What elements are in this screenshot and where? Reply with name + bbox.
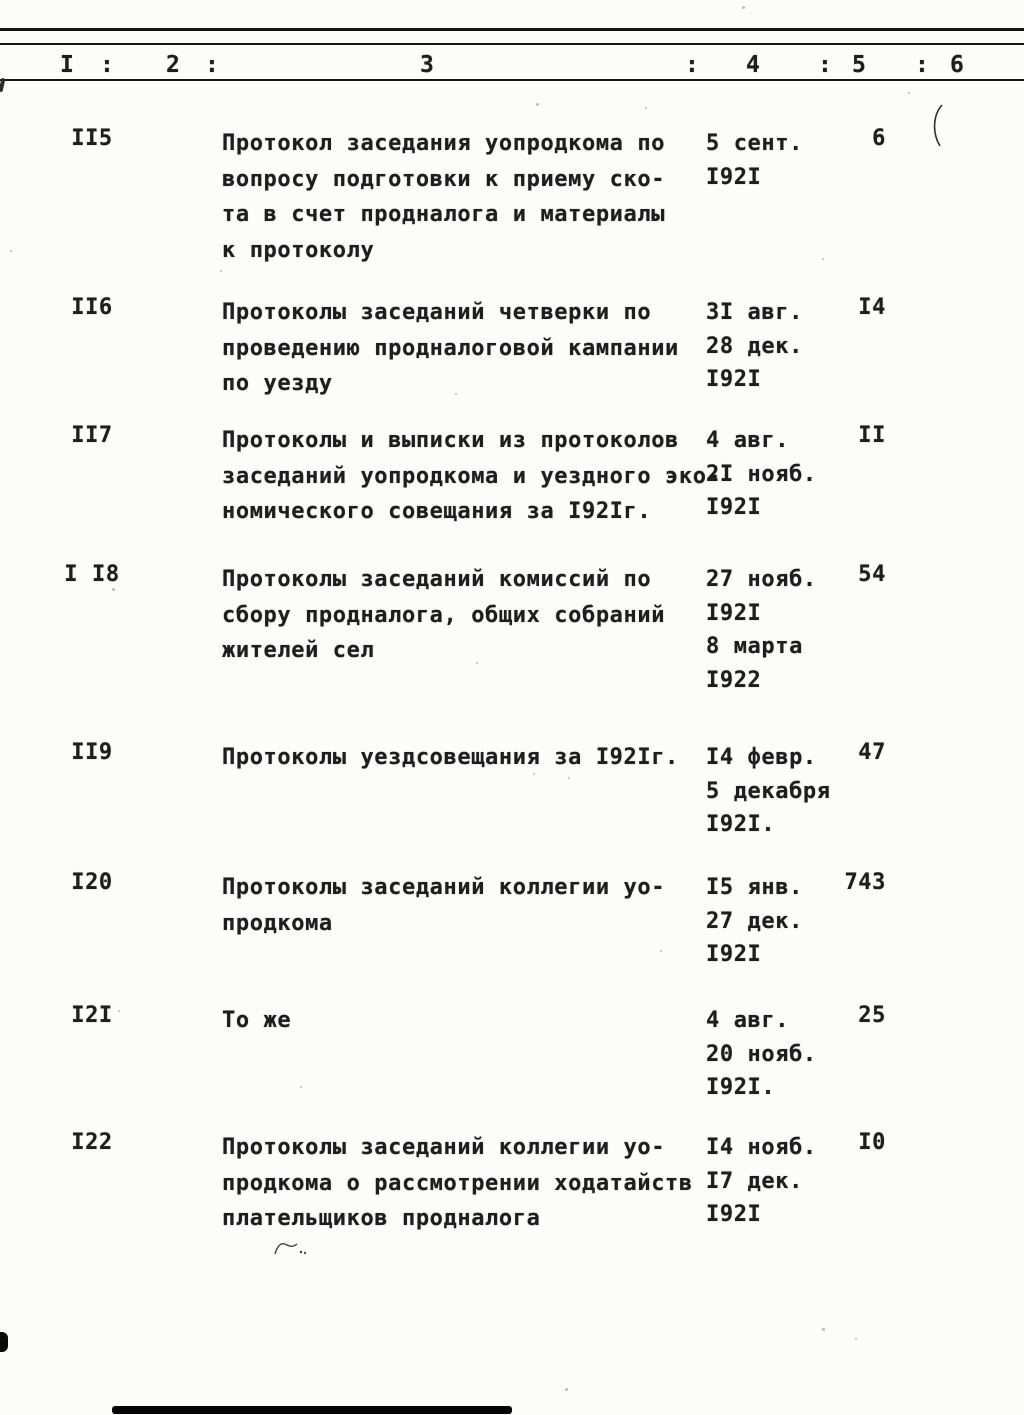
- entry-date-line: I92I: [706, 600, 762, 626]
- entry-title-line: к протоколу: [222, 237, 375, 263]
- entry-title: [222, 1130, 727, 1237]
- ink-smudge-bottom: [112, 1406, 512, 1414]
- noise-dot: [908, 92, 910, 94]
- entry-dates: [706, 127, 838, 194]
- entry-date-line: 3I авг.: [706, 300, 803, 325]
- noise-dot: [476, 662, 478, 664]
- ink-smudge-left: [0, 1332, 8, 1352]
- entry-date-line: I92I: [706, 495, 762, 520]
- entry-sheet-count: 6: [872, 126, 886, 151]
- noise-dot: [855, 1338, 857, 1340]
- entry-number: II5: [71, 126, 113, 151]
- entry-title-line: сбору продналога, общих собраний: [222, 602, 666, 628]
- entry-number: II6: [71, 295, 113, 320]
- noise-dot: [822, 258, 824, 260]
- entry-title: [222, 740, 727, 776]
- entry-sheet-count: 743: [844, 870, 886, 895]
- entry-title-line: То же: [222, 1008, 292, 1033]
- entry-date-line: 4 авг.: [706, 1008, 790, 1033]
- noise-dot: [112, 588, 115, 591]
- noise-dot: [568, 777, 570, 779]
- entry-sheet-count: II: [858, 423, 886, 448]
- entry-date-line: I922: [706, 667, 762, 693]
- entry-title-line: продкома о рассмотрении ходатайств: [222, 1170, 693, 1196]
- column-separator: :: [915, 52, 930, 78]
- entry-number: I I8: [64, 562, 120, 587]
- entry-title-line: та в счет продналога и материалы: [222, 202, 666, 227]
- column-separator: :: [685, 52, 700, 78]
- entry-title: [222, 423, 727, 530]
- noise-dot: [533, 773, 535, 775]
- noise-dot: [455, 393, 457, 395]
- entry-title-line: жителей сел: [222, 638, 375, 663]
- table-header-bottom-rule: [0, 79, 1024, 81]
- entry-title-line: продкома: [222, 910, 333, 936]
- entry-title-line: заседаний уопродкома и уездного эко-: [222, 463, 721, 489]
- entry-sheet-count: I4: [858, 295, 886, 320]
- entry-date-line: I92I.: [706, 1075, 776, 1100]
- squiggle-mark: [270, 1236, 310, 1262]
- entry-dates: [706, 1131, 838, 1232]
- column-header-2: 2: [166, 52, 181, 78]
- entry-dates: [706, 741, 838, 842]
- entry-title: [222, 562, 727, 669]
- noise-dot: [742, 6, 745, 9]
- entry-sheet-count: 54: [858, 562, 886, 587]
- column-separator: :: [100, 52, 115, 78]
- entry-title-line: Протоколы заседаний комиссий по: [222, 567, 652, 592]
- noise-dot: [660, 950, 662, 952]
- noise-dot: [645, 107, 647, 109]
- column-header-1: I: [60, 52, 75, 78]
- entry-date-line: 27 нояб.: [706, 567, 817, 592]
- noise-dot: [822, 1328, 825, 1331]
- noise-dot: [300, 1086, 302, 1088]
- entry-dates: [706, 424, 838, 525]
- entry-dates: [706, 296, 838, 397]
- column-header-5: 5: [852, 52, 867, 78]
- entry-date-line: 5 декабря: [706, 778, 831, 804]
- entry-date-line: 28 дек.: [706, 333, 803, 359]
- entry-number: II7: [71, 423, 113, 448]
- entry-dates: [706, 871, 838, 972]
- entry-date-line: I92I: [706, 1202, 762, 1227]
- entry-sheet-count: 47: [858, 740, 886, 765]
- entry-title: [222, 870, 727, 941]
- entry-title-line: Протоколы уездсовещания за I92Iг.: [222, 745, 679, 770]
- entry-date-line: 27 дек.: [706, 908, 803, 934]
- entry-title-line: Протоколы заседаний четверки по: [222, 300, 652, 325]
- column-header-6: 6: [950, 52, 965, 78]
- entry-date-line: I7 дек.: [706, 1168, 803, 1194]
- entry-date-line: 20 нояб.: [706, 1041, 817, 1067]
- entry-sheet-count: I0: [858, 1130, 886, 1155]
- entry-date-line: I92I: [706, 942, 762, 967]
- noise-dot: [118, 1010, 120, 1012]
- noise-dot: [565, 1388, 568, 1391]
- margin-tick-mark: [0, 78, 5, 93]
- entry-dates: [706, 1004, 838, 1105]
- entry-date-line: I4 нояб.: [706, 1135, 817, 1160]
- entry-date-line: I92I: [706, 164, 762, 190]
- entry-title: [222, 295, 727, 402]
- noise-dot: [10, 250, 12, 252]
- entry-title-line: по уезду: [222, 371, 333, 396]
- entry-dates: [706, 563, 838, 697]
- handwritten-mark: [926, 102, 952, 150]
- noise-dot: [220, 270, 222, 272]
- entry-number: II9: [71, 740, 113, 765]
- entry-date-line: 5 сент.: [706, 131, 803, 156]
- column-separator: :: [818, 52, 833, 78]
- entry-title-line: Протоколы заседаний коллегии уо-: [222, 875, 666, 900]
- entry-date-line: 4 авг.: [706, 428, 790, 453]
- entry-title-line: проведению продналоговой кампании: [222, 335, 679, 361]
- entry-sheet-count: 25: [858, 1003, 886, 1028]
- entry-title-line: вопросу подготовки к приему ско-: [222, 166, 666, 192]
- entry-title-line: плательщиков продналога: [222, 1206, 541, 1231]
- entry-title-line: Протокол заседания уопродкома по: [222, 131, 666, 156]
- column-header-4: 4: [746, 52, 761, 78]
- table-top-rule-2: [0, 43, 1024, 45]
- column-header-3: 3: [420, 52, 435, 78]
- entry-date-line: I5 янв.: [706, 875, 803, 900]
- entry-title: [222, 1003, 727, 1039]
- entry-number: I2I: [71, 1003, 113, 1028]
- entry-number: I22: [71, 1130, 113, 1155]
- column-separator: :: [205, 52, 220, 78]
- noise-dot: [536, 103, 539, 106]
- table-top-rule-1: [0, 28, 1024, 31]
- entry-date-line: I92I: [706, 367, 762, 392]
- entry-title-line: Протоколы заседаний коллегии уо-: [222, 1135, 666, 1160]
- entry-title: [222, 126, 727, 268]
- entry-title-line: номического совещания за I92Iг.: [222, 499, 652, 524]
- entry-date-line: 8 марта: [706, 634, 803, 659]
- entry-date-line: 2I нояб.: [706, 461, 817, 487]
- entry-date-line: I4 февр.: [706, 745, 817, 770]
- entry-number: I20: [71, 870, 113, 895]
- entry-title-line: Протоколы и выписки из протоколов: [222, 428, 679, 453]
- entry-date-line: I92I.: [706, 812, 776, 837]
